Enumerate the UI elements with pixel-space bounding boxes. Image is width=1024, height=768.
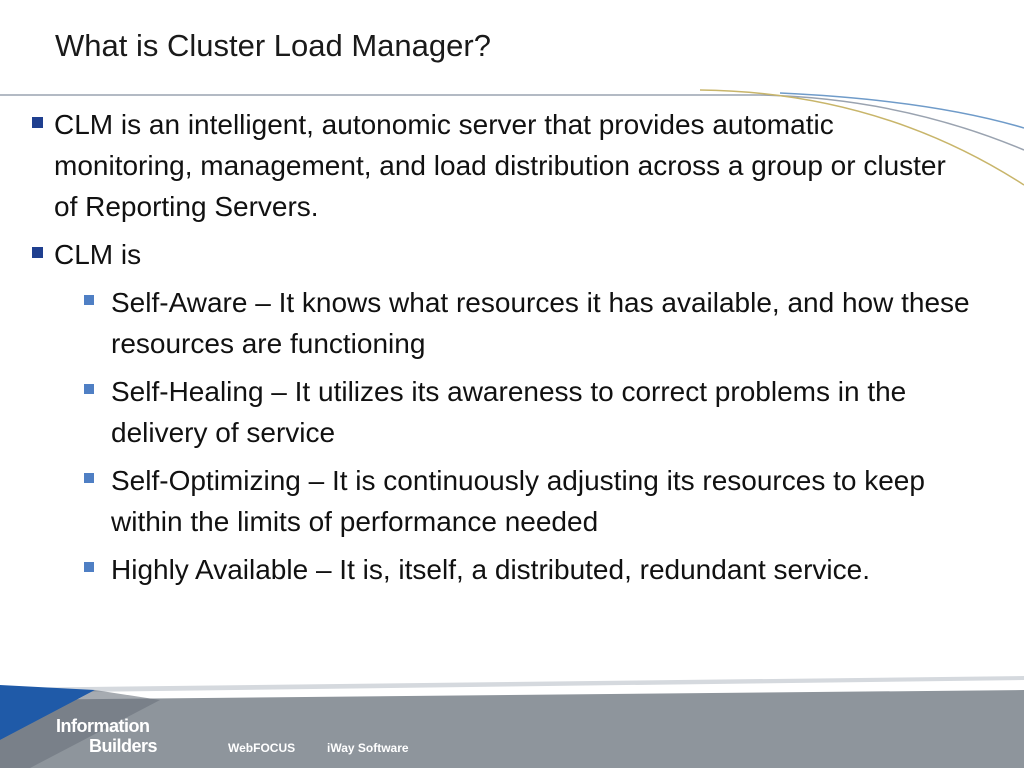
sub-bullet-square-icon [84, 473, 94, 483]
footer-iway-software: iWay Software [327, 741, 409, 755]
sub-bullet-item [0, 371, 996, 453]
bullet-item [0, 234, 954, 275]
sub-bullet-square-icon [84, 295, 94, 305]
bullet-list [0, 104, 1024, 597]
sub-bullet-text: Highly Available – It is, itself, a distributed, redundant service. [111, 554, 870, 585]
sub-bullet-item [0, 549, 996, 590]
sub-bullet-square-icon [84, 562, 94, 572]
sub-bullet-square-icon [84, 384, 94, 394]
bullet-text: CLM is [54, 239, 142, 270]
bullet-text: CLM is an intelligent, autonomic server that provides automatic monitoring, management, and load distribution across a group or cluster of Reporting Servers. [54, 109, 946, 222]
bullet-item [0, 104, 954, 227]
information-builders-logo-line1: Information [56, 716, 150, 736]
sub-bullet-item [0, 282, 996, 364]
sub-bullet-text: Self-Aware – It knows what resources it has available, and how these resources are functioning [111, 287, 970, 359]
footer-webfocus: WebFOCUS [228, 741, 296, 755]
slide-title: What is Cluster Load Manager? [55, 28, 491, 63]
information-builders-logo-line2: Builders [89, 736, 158, 756]
footer-light-stripe [0, 676, 1024, 693]
sub-bullet-text: Self-Optimizing – It is continuously adjusting its resources to keep within the limits of performance needed [111, 465, 925, 537]
bullet-square-icon [32, 247, 43, 258]
bullet-square-icon [32, 117, 43, 128]
sub-bullet-item [0, 460, 996, 542]
sub-bullet-text: Self-Healing – It utilizes its awareness to correct problems in the delivery of service [111, 376, 907, 448]
